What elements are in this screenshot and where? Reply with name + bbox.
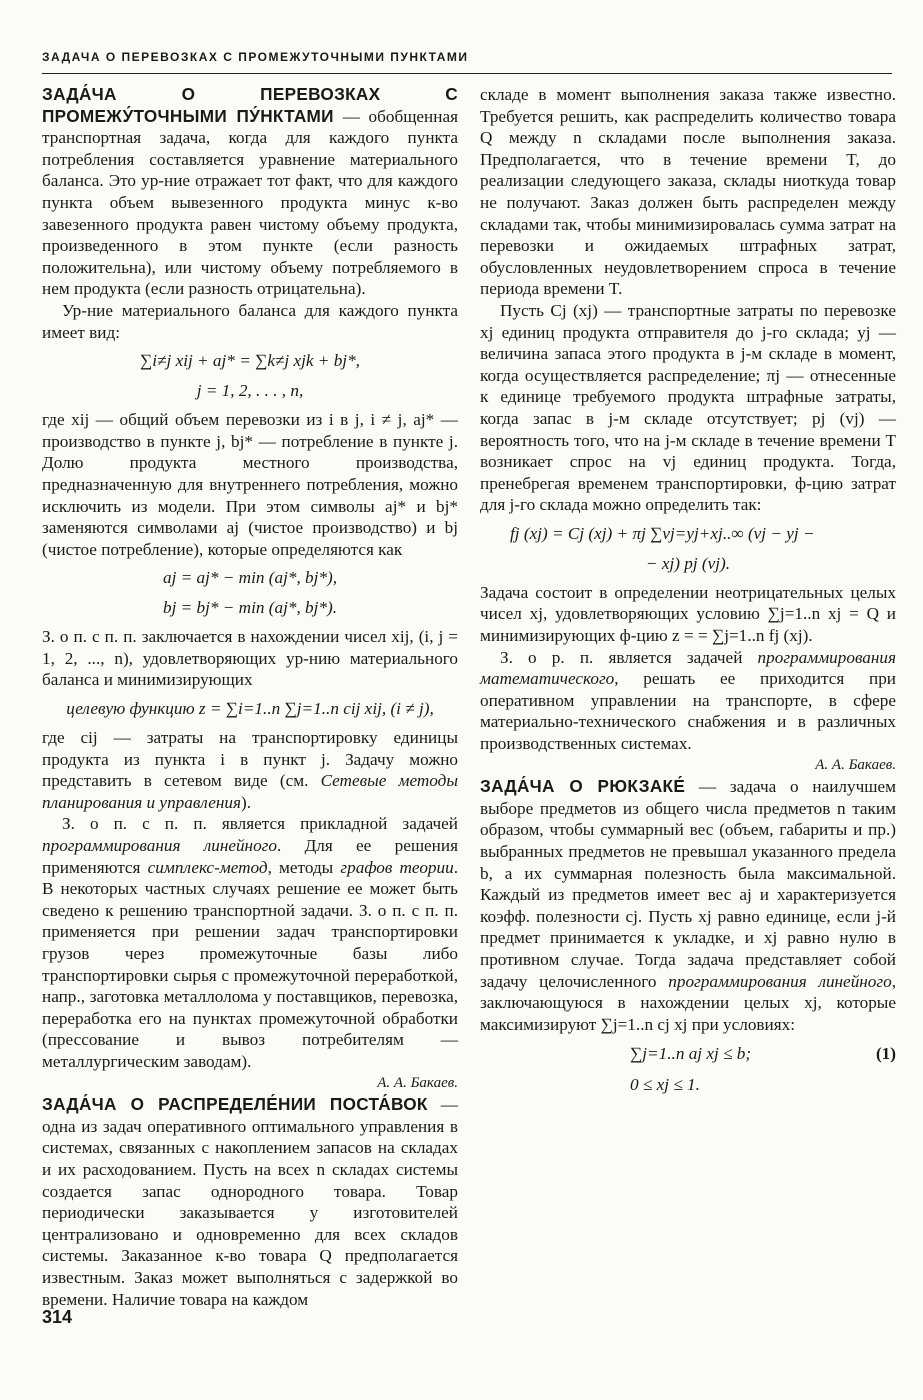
cross-reference: симплекс-метод <box>147 857 268 877</box>
objective-label: целевую функцию <box>66 699 195 719</box>
equation: bj = bj* − min (aj*, bj*). <box>162 598 338 618</box>
paragraph: где xij — общий объем перевозки из i в j, i ≠ j, aj* — производство в пункте j, bj* — потребление в пункте j. Долю продукта местного производства, предназначенную для внутреннего потребления, можно исключить из модели. При этом символы aj* и bj* заменяются символами aj (чистое производство) и bj (чистое потребление), которые определяются как <box>42 410 458 559</box>
article-title: ЗАДА́ЧА О РАСПРЕДЕЛЕ́НИИ ПОСТА́ВОК <box>42 1094 428 1115</box>
text: , решать ее приходится при оперативном управлении на транспорте, в сфере материально-технического снабжения и в различных производственных системах. <box>480 669 896 754</box>
equation-row <box>480 1043 896 1065</box>
equation: j = 1, 2, . . . , n, <box>196 381 304 401</box>
article-knapsack-transshipment <box>42 84 458 300</box>
text: , методы <box>267 857 334 877</box>
article-title: ЗАДА́ЧА О РЮКЗАКЕ́ <box>480 776 686 797</box>
text: З. о р. п. является задачей <box>500 647 743 667</box>
text: , заключающуюся в нахождении целых xj, которые максимизируют ∑j=1..n cj xj при условиях: <box>480 971 896 1034</box>
page-number: 314 <box>42 1307 73 1327</box>
paragraph <box>42 727 458 813</box>
cross-reference: программирования линейного <box>668 971 892 991</box>
text: ). <box>240 792 251 812</box>
running-header: ЗАДАЧА О ПЕРЕВОЗКАХ С ПРОМЕЖУТОЧНЫМИ ПУНКТАМИ <box>42 50 892 74</box>
text: где cij — затраты на транспортировку единицы продукта из пункта i в пункт j. Задачу можно представить в сетевом виде (см. <box>42 728 458 791</box>
paragraph: Ур-ние материального баланса для каждого пункта имеет вид: <box>42 300 458 342</box>
paragraph <box>42 813 458 1072</box>
cross-reference: графов теории <box>340 857 454 877</box>
article-knapsack <box>480 776 896 1035</box>
equation: fj (xj) = Cj (xj) + πj ∑vj=yj+xj..∞ (vj − yj − <box>510 523 815 543</box>
paragraph: З. о п. с п. п. заключается в нахождении чисел xij, (i, j = 1, 2, ..., n), удовлетворяющих ур-нию материального баланса и минимизирующих <box>42 627 458 690</box>
equation: − xj) pj (vj). <box>645 553 731 573</box>
cross-reference: Сетевые методы планирования и управления <box>42 771 458 812</box>
text: — задача о наилучшем выборе предметов из общего числа предметов n таким образом, чтобы суммарный вес (объем, габариты и пр.) выбранных предметов не превышал указанного предела b, а их суммарная полезность была максимальной. Каждый из предметов имеет вес aj и характеризуется коэфф. полезности cj. Пусть xj равно единице, если j-й предмет принимается к укладке, и xj равно нулю в противном случае. Тогда задача представляет собой задачу целочисленного <box>480 777 896 991</box>
right-column <box>480 84 896 1103</box>
paragraph <box>480 647 896 755</box>
cross-reference: программирования линейного <box>42 836 277 856</box>
equation: 0 ≤ xj ≤ 1. <box>630 1074 700 1094</box>
article-supply-distribution <box>42 1094 458 1310</box>
paragraph: — обобщенная транспортная задача, когда для каждого пункта потребления составляется уравнение материального баланса. Это ур-ние отражает тот факт, что для каждого пункта объем вывезенного продукта минус к-во завезенного продукта равен чистому объему продукта, произведенного в этом пункте (если разность положительна), или чистому объему потребляемого в нем продукта (если разность отрицательна). <box>42 106 458 299</box>
equation: ∑j=1..n aj xj ≤ b; <box>630 1044 752 1064</box>
objective-formula: z = ∑i=1..n ∑j=1..n cij xij, (i ≠ j), <box>198 699 434 719</box>
cross-reference: программирования математического <box>480 647 896 689</box>
author-signature: А. А. Бакаев. <box>815 756 896 773</box>
paragraph: Пусть Cj (xj) — транспортные затраты по перевозке xj единиц продукта отправителя до j-го склада; yj — величина запаса этого продукта в j-м складе в момент, когда осуществляется распределение; πj — отнесенные к единице требуемого продукта штрафные затраты, когда запас в j-м складе отсутствует; pj (vj) — вероятность того, что на j-м складе в течение времени T возникает спрос на vj единиц продукта. Тогда, пренебрегая временем транспортировки, ф-цию затрат для j-го склада можно определить так: <box>480 300 896 515</box>
author-signature: А. А. Бакаев. <box>377 1074 458 1091</box>
equation-number: (1) <box>875 1044 896 1064</box>
text: . В некоторых частных случаях решение ее может быть сведено к решению транспортной задачи. З. о п. с п. п. применяется при решении задач транспортировки грузов через промежуточные базы либо транспортировки сырья с промежуточной переработкой, напр., заготовка металлолома у поставщиков, перевозка, переработка его на пунктах промежуточной обработки (прессование и вывоз потребителям — металлургическим заводам). <box>42 857 459 1071</box>
article-title: ЗАДА́ЧА О ПЕРЕВОЗКАХ С ПРОМЕЖУ́ТОЧНЫМИ ПУ́НКТАМИ <box>42 84 458 126</box>
paragraph: Задача состоит в определении неотрицательных целых чисел xj, удовлетворяющих условию ∑j=1..n xj = Q и минимизирующих ф-цию z = = ∑j=1..n fj (xj). <box>480 582 896 646</box>
paragraph: — одна из задач оперативного оптимального управления в системах, связанных с накоплением запасов на складах и их расходованием. Пусть на всех n складах системы создается запас однородного товара. Товар периодически заказывается у изготовителей централизовано и одновременно для всех складов системы. Заказанное к-во товара Q предполагается известным. Заказ может выполняться с задержкой во времени. Наличие товара на каждом <box>42 1095 458 1309</box>
objective-equation <box>42 697 458 721</box>
equation: ∑i≠j xij + aj* = ∑k≠j xjk + bj*, <box>140 351 360 371</box>
equation: aj = aj* − min (aj*, bj*), <box>162 568 338 588</box>
left-column <box>42 84 458 1310</box>
text: З. о п. с п. п. является прикладной задачей <box>62 814 458 834</box>
text: . Для ее решения применяются <box>42 836 458 877</box>
paragraph: складе в момент выполнения заказа также известно. Требуется решить, как распределить количество товара Q между n складами после выполнения заказа. Предполагается, что в течение времени T, до реализации следующего заказа, склады ниоткуда товар не получают. Заказ должен быть распределен между складами так, чтобы минимизировалась сумма затрат на перевозки и ожидаемых штрафных затрат, обусловленных неудовлетворением спроса в течение периода времени T. <box>480 85 896 299</box>
